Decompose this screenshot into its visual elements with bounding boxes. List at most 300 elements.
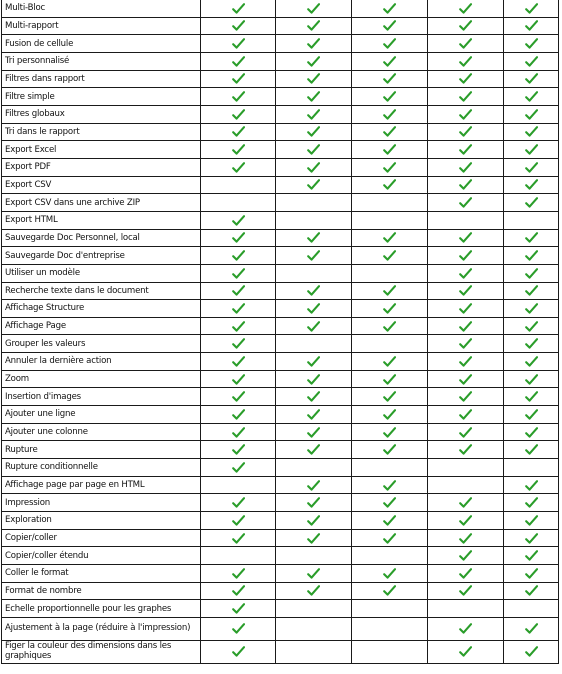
check-mark-icon (525, 444, 538, 455)
check-cell (201, 370, 276, 388)
check-mark-icon (525, 144, 538, 155)
check-cell (352, 476, 428, 494)
feature-label: Export Excel (2, 141, 201, 159)
check-cell (504, 600, 559, 618)
check-mark-icon (459, 321, 472, 332)
feature-label: Fusion de cellule (2, 35, 201, 53)
check-cell (201, 70, 276, 88)
check-mark-icon (232, 215, 245, 226)
feature-label: Filtre simple (2, 88, 201, 106)
check-mark-icon (383, 444, 396, 455)
check-mark-icon (459, 623, 472, 634)
check-cell (352, 494, 428, 512)
feature-label: Ajouter une colonne (2, 423, 201, 441)
check-cell (504, 229, 559, 247)
check-mark-icon (232, 585, 245, 596)
check-mark-icon (459, 38, 472, 49)
check-mark-icon (525, 568, 538, 579)
table-row (2, 211, 559, 229)
table-row (2, 247, 559, 265)
check-cell (428, 211, 504, 229)
table-row (2, 176, 559, 194)
check-mark-icon (232, 568, 245, 579)
check-cell (428, 388, 504, 406)
check-cell (276, 300, 352, 318)
feature-label: Ajouter une ligne (2, 406, 201, 424)
check-cell (352, 141, 428, 159)
check-mark-icon (525, 38, 538, 49)
feature-label: Affichage page par page en HTML (2, 476, 201, 494)
check-mark-icon (232, 20, 245, 31)
check-cell (504, 370, 559, 388)
check-mark-icon (459, 444, 472, 455)
check-cell (201, 105, 276, 123)
check-cell (276, 476, 352, 494)
check-cell (276, 105, 352, 123)
check-cell (276, 317, 352, 335)
check-cell (276, 211, 352, 229)
check-mark-icon (232, 162, 245, 173)
check-mark-icon (307, 303, 320, 314)
check-cell (504, 70, 559, 88)
check-mark-icon (459, 162, 472, 173)
check-cell (201, 141, 276, 159)
table-row (2, 459, 559, 477)
check-cell (504, 388, 559, 406)
table-row (2, 123, 559, 141)
check-mark-icon (383, 515, 396, 526)
check-cell (201, 353, 276, 371)
check-cell (276, 388, 352, 406)
check-mark-icon (383, 374, 396, 385)
table-row (2, 512, 559, 530)
check-mark-icon (459, 374, 472, 385)
table-row (2, 0, 559, 17)
check-cell (428, 247, 504, 265)
feature-label: Affichage Page (2, 317, 201, 335)
check-mark-icon (525, 3, 538, 14)
feature-label: Annuler la dernière action (2, 353, 201, 371)
check-cell (201, 565, 276, 583)
check-mark-icon (307, 109, 320, 120)
check-cell (504, 158, 559, 176)
check-cell (276, 70, 352, 88)
check-mark-icon (525, 374, 538, 385)
check-cell (428, 406, 504, 424)
check-cell (276, 247, 352, 265)
check-mark-icon (307, 391, 320, 402)
check-mark-icon (525, 303, 538, 314)
table-row (2, 317, 559, 335)
check-cell (352, 123, 428, 141)
check-mark-icon (525, 646, 538, 657)
check-cell (352, 617, 428, 640)
check-cell (201, 494, 276, 512)
feature-label: Format de nombre (2, 582, 201, 600)
check-cell (504, 640, 559, 663)
check-cell (201, 247, 276, 265)
check-mark-icon (383, 162, 396, 173)
check-cell (504, 141, 559, 159)
table-row (2, 158, 559, 176)
check-cell (504, 441, 559, 459)
check-cell (276, 194, 352, 212)
check-cell (201, 52, 276, 70)
check-mark-icon (459, 533, 472, 544)
check-cell (201, 300, 276, 318)
feature-label: Recherche texte dans le document (2, 282, 201, 300)
check-mark-icon (307, 285, 320, 296)
check-mark-icon (459, 91, 472, 102)
feature-label: Rupture (2, 441, 201, 459)
check-cell (352, 105, 428, 123)
check-cell (352, 35, 428, 53)
check-cell (276, 158, 352, 176)
check-mark-icon (525, 533, 538, 544)
check-cell (276, 529, 352, 547)
check-cell (428, 105, 504, 123)
feature-label: Tri dans le rapport (2, 123, 201, 141)
check-cell (276, 512, 352, 530)
check-mark-icon (232, 409, 245, 420)
feature-label: Export CSV (2, 176, 201, 194)
check-mark-icon (383, 497, 396, 508)
check-mark-icon (232, 3, 245, 14)
check-cell (201, 194, 276, 212)
check-cell (276, 0, 352, 17)
check-cell (428, 512, 504, 530)
check-cell (504, 512, 559, 530)
check-mark-icon (307, 321, 320, 332)
table-row (2, 388, 559, 406)
check-cell (276, 494, 352, 512)
check-mark-icon (307, 427, 320, 438)
check-mark-icon (232, 462, 245, 473)
check-mark-icon (459, 515, 472, 526)
check-mark-icon (525, 321, 538, 332)
check-mark-icon (307, 444, 320, 455)
check-mark-icon (459, 409, 472, 420)
check-cell (276, 547, 352, 565)
check-mark-icon (307, 73, 320, 84)
check-mark-icon (383, 232, 396, 243)
check-cell (201, 282, 276, 300)
check-mark-icon (307, 144, 320, 155)
check-mark-icon (232, 356, 245, 367)
check-mark-icon (525, 250, 538, 261)
check-mark-icon (525, 338, 538, 349)
check-cell (276, 406, 352, 424)
check-mark-icon (383, 179, 396, 190)
check-cell (428, 52, 504, 70)
check-cell (352, 264, 428, 282)
check-cell (504, 476, 559, 494)
check-mark-icon (459, 497, 472, 508)
check-mark-icon (232, 623, 245, 634)
feature-label: Affichage Structure (2, 300, 201, 318)
check-cell (504, 17, 559, 35)
check-cell (504, 547, 559, 565)
check-mark-icon (232, 533, 245, 544)
check-cell (352, 229, 428, 247)
check-cell (428, 317, 504, 335)
table-row (2, 529, 559, 547)
check-cell (428, 600, 504, 618)
check-cell (352, 582, 428, 600)
check-cell (276, 141, 352, 159)
check-mark-icon (525, 56, 538, 67)
check-mark-icon (232, 374, 245, 385)
check-cell (504, 494, 559, 512)
check-mark-icon (232, 391, 245, 402)
table-row (2, 582, 559, 600)
check-mark-icon (232, 321, 245, 332)
check-cell (201, 176, 276, 194)
check-cell (504, 529, 559, 547)
check-cell (504, 247, 559, 265)
check-cell (276, 423, 352, 441)
check-cell (201, 35, 276, 53)
table-row (2, 441, 559, 459)
check-cell (276, 353, 352, 371)
check-cell (201, 640, 276, 663)
check-cell (276, 35, 352, 53)
table-row (2, 617, 559, 640)
check-mark-icon (232, 109, 245, 120)
check-cell (504, 282, 559, 300)
check-mark-icon (525, 356, 538, 367)
check-mark-icon (307, 568, 320, 579)
check-mark-icon (525, 497, 538, 508)
check-mark-icon (459, 197, 472, 208)
check-mark-icon (383, 533, 396, 544)
check-cell (201, 512, 276, 530)
check-cell (428, 494, 504, 512)
check-cell (504, 582, 559, 600)
table-row (2, 264, 559, 282)
check-mark-icon (232, 603, 245, 614)
check-mark-icon (525, 427, 538, 438)
feature-table-body (2, 0, 559, 663)
check-cell (352, 640, 428, 663)
check-cell (201, 229, 276, 247)
check-mark-icon (307, 20, 320, 31)
check-mark-icon (459, 126, 472, 137)
check-cell (201, 158, 276, 176)
check-mark-icon (232, 497, 245, 508)
check-cell (504, 617, 559, 640)
check-cell (201, 547, 276, 565)
table-row (2, 141, 559, 159)
check-cell (504, 0, 559, 17)
check-cell (504, 52, 559, 70)
check-mark-icon (307, 374, 320, 385)
feature-label: Utiliser un modèle (2, 264, 201, 282)
check-cell (352, 282, 428, 300)
check-mark-icon (307, 409, 320, 420)
check-mark-icon (525, 109, 538, 120)
table-row (2, 353, 559, 371)
check-mark-icon (525, 20, 538, 31)
table-row (2, 406, 559, 424)
check-mark-icon (232, 268, 245, 279)
check-cell (352, 88, 428, 106)
check-cell (276, 441, 352, 459)
feature-label: Rupture conditionnelle (2, 459, 201, 477)
check-cell (352, 547, 428, 565)
table-row (2, 88, 559, 106)
check-cell (428, 70, 504, 88)
check-mark-icon (525, 550, 538, 561)
check-cell (504, 459, 559, 477)
feature-label: Filtres dans rapport (2, 70, 201, 88)
check-cell (276, 582, 352, 600)
check-cell (504, 211, 559, 229)
check-mark-icon (383, 303, 396, 314)
check-mark-icon (383, 480, 396, 491)
table-row (2, 335, 559, 353)
table-row (2, 194, 559, 212)
check-cell (428, 353, 504, 371)
check-cell (428, 617, 504, 640)
check-cell (504, 423, 559, 441)
check-cell (201, 459, 276, 477)
check-cell (428, 529, 504, 547)
check-cell (352, 0, 428, 17)
check-cell (504, 317, 559, 335)
check-mark-icon (459, 338, 472, 349)
check-mark-icon (525, 409, 538, 420)
check-cell (352, 52, 428, 70)
check-cell (428, 264, 504, 282)
check-cell (504, 335, 559, 353)
check-cell (352, 459, 428, 477)
check-mark-icon (525, 73, 538, 84)
check-cell (201, 441, 276, 459)
check-mark-icon (525, 126, 538, 137)
table-row (2, 370, 559, 388)
check-cell (428, 229, 504, 247)
check-mark-icon (459, 391, 472, 402)
check-cell (504, 300, 559, 318)
feature-label: Figer la couleur des dimensions dans les graphiques (2, 640, 201, 663)
check-cell (352, 194, 428, 212)
check-mark-icon (383, 109, 396, 120)
check-cell (201, 211, 276, 229)
feature-label: Export CSV dans une archive ZIP (2, 194, 201, 212)
check-mark-icon (232, 126, 245, 137)
check-mark-icon (232, 38, 245, 49)
check-mark-icon (459, 144, 472, 155)
check-cell (428, 194, 504, 212)
check-cell (352, 388, 428, 406)
check-cell (276, 17, 352, 35)
table-row (2, 640, 559, 663)
check-mark-icon (383, 126, 396, 137)
check-cell (504, 194, 559, 212)
feature-label: Exploration (2, 512, 201, 530)
check-cell (201, 423, 276, 441)
check-mark-icon (232, 338, 245, 349)
table-row (2, 423, 559, 441)
check-cell (201, 388, 276, 406)
check-cell (201, 88, 276, 106)
table-row (2, 494, 559, 512)
check-cell (201, 582, 276, 600)
check-mark-icon (307, 232, 320, 243)
check-cell (352, 441, 428, 459)
check-mark-icon (232, 427, 245, 438)
check-mark-icon (525, 585, 538, 596)
table-row (2, 105, 559, 123)
check-cell (201, 529, 276, 547)
table-row (2, 52, 559, 70)
check-cell (352, 406, 428, 424)
check-mark-icon (383, 321, 396, 332)
check-mark-icon (383, 73, 396, 84)
check-cell (352, 158, 428, 176)
check-cell (504, 353, 559, 371)
feature-label: Zoom (2, 370, 201, 388)
check-cell (504, 176, 559, 194)
check-mark-icon (307, 126, 320, 137)
check-cell (201, 406, 276, 424)
table-row (2, 565, 559, 583)
check-mark-icon (307, 91, 320, 102)
check-cell (276, 264, 352, 282)
table-row (2, 600, 559, 618)
table-row (2, 35, 559, 53)
table-row (2, 300, 559, 318)
check-mark-icon (383, 38, 396, 49)
check-mark-icon (459, 550, 472, 561)
feature-label: Sauvegarde Doc d'entreprise (2, 247, 201, 265)
check-cell (352, 335, 428, 353)
check-mark-icon (525, 623, 538, 634)
check-mark-icon (383, 20, 396, 31)
check-mark-icon (525, 91, 538, 102)
check-cell (201, 0, 276, 17)
check-mark-icon (307, 515, 320, 526)
check-mark-icon (525, 179, 538, 190)
check-mark-icon (307, 480, 320, 491)
check-cell (276, 123, 352, 141)
check-cell (201, 123, 276, 141)
check-cell (504, 565, 559, 583)
check-mark-icon (383, 91, 396, 102)
check-mark-icon (307, 585, 320, 596)
check-mark-icon (232, 232, 245, 243)
check-mark-icon (525, 391, 538, 402)
check-cell (428, 459, 504, 477)
check-cell (352, 600, 428, 618)
check-cell (504, 123, 559, 141)
feature-label: Sauvegarde Doc Personnel, local (2, 229, 201, 247)
check-mark-icon (232, 56, 245, 67)
check-cell (352, 529, 428, 547)
feature-label: Tri personnalisé (2, 52, 201, 70)
feature-label: Grouper les valeurs (2, 335, 201, 353)
check-cell (504, 88, 559, 106)
check-mark-icon (459, 232, 472, 243)
check-mark-icon (459, 3, 472, 14)
check-mark-icon (459, 250, 472, 261)
check-mark-icon (525, 268, 538, 279)
check-mark-icon (459, 56, 472, 67)
check-cell (352, 317, 428, 335)
check-cell (352, 423, 428, 441)
check-mark-icon (525, 480, 538, 491)
